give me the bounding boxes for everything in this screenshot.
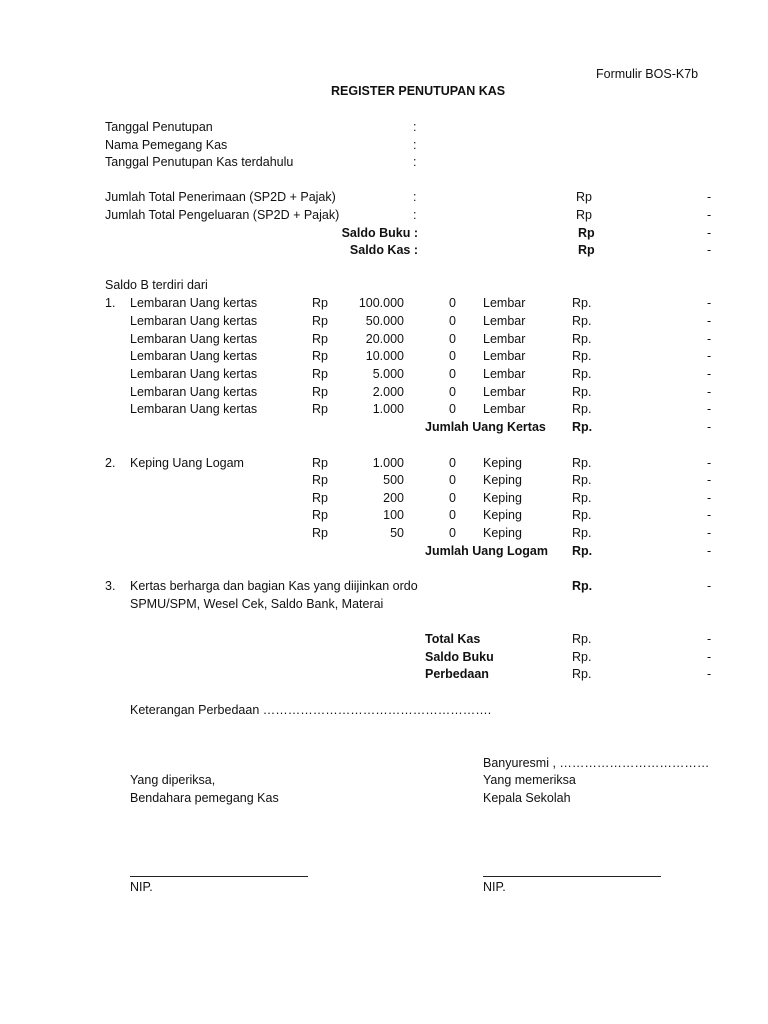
row-unit: Keping	[483, 491, 522, 505]
subtotal-uang-logam-value: -	[707, 544, 712, 558]
row-denomination: 100	[383, 508, 404, 522]
row-currency: Rp.	[572, 526, 592, 540]
summary-saldo-buku-currency: Rp.	[572, 650, 592, 664]
row-currency: Rp.	[572, 314, 592, 328]
row-quantity: 0	[449, 456, 456, 470]
section-number: 1.	[105, 296, 116, 310]
summary-saldo-buku-value: -	[707, 650, 712, 664]
row-unit: Keping	[483, 526, 522, 540]
field-label-tanggal-terdahulu: Tanggal Penutupan Kas terdahulu	[105, 155, 294, 169]
row-label: Lembaran Uang kertas	[130, 367, 258, 381]
row-value: -	[707, 402, 712, 416]
row-value: -	[707, 456, 712, 470]
signer-right-nip: NIP.	[483, 880, 506, 894]
field-colon: :	[413, 155, 417, 169]
row-quantity: 0	[449, 491, 456, 505]
row-label: Lembaran Uang kertas	[130, 349, 258, 363]
summary-total-kas-value: -	[707, 632, 712, 646]
form-code: Formulir BOS-K7b	[596, 67, 699, 81]
row-quantity: 0	[449, 296, 456, 310]
saldo-buku-currency: Rp	[578, 226, 595, 240]
row-currency: Rp.	[572, 491, 592, 505]
row-denomination: 500	[383, 473, 404, 487]
row-value: -	[707, 296, 712, 310]
saldo-kas-value: -	[707, 243, 712, 257]
saldo-buku-value: -	[707, 226, 712, 240]
field-colon: :	[413, 190, 417, 204]
row-quantity: 0	[449, 508, 456, 522]
row-value: -	[707, 314, 712, 328]
section3-value: -	[707, 579, 712, 593]
row-label: Lembaran Uang kertas	[130, 385, 258, 399]
row-denomination: 100.000	[358, 296, 404, 310]
subtotal-uang-logam-currency: Rp.	[572, 544, 593, 558]
section-number: 3.	[105, 579, 116, 593]
row-denomination: 1.000	[372, 456, 404, 470]
field-colon: :	[413, 138, 417, 152]
row-rp: Rp	[312, 456, 328, 470]
row-rp: Rp	[312, 314, 328, 328]
row-value: -	[707, 526, 712, 540]
row-label: Lembaran Uang kertas	[130, 402, 258, 416]
subtotal-uang-kertas-label: Jumlah Uang Kertas	[425, 420, 546, 434]
field-label-nama-pemegang-kas: Nama Pemegang Kas	[105, 138, 228, 152]
row-value: -	[707, 473, 712, 487]
row-unit: Keping	[483, 508, 522, 522]
row-quantity: 0	[449, 314, 456, 328]
signature-line-right	[483, 876, 661, 877]
signer-left-role: Bendahara pemegang Kas	[130, 791, 279, 805]
row-currency: Rp.	[572, 332, 592, 346]
row-value: -	[707, 508, 712, 522]
row-rp: Rp	[312, 526, 328, 540]
row-currency: Rp.	[572, 349, 592, 363]
row-unit: Lembar	[483, 367, 526, 381]
summary-perbedaan-label: Perbedaan	[425, 667, 489, 681]
breakdown-intro: Saldo B terdiri dari	[105, 278, 208, 292]
total-pengeluaran-label: Jumlah Total Pengeluaran (SP2D + Pajak)	[105, 208, 340, 222]
row-denomination: 200	[383, 491, 404, 505]
row-currency: Rp.	[572, 508, 592, 522]
subtotal-uang-logam-label: Jumlah Uang Logam	[425, 544, 548, 558]
row-denomination: 50.000	[365, 314, 404, 328]
summary-total-kas-label: Total Kas	[425, 632, 481, 646]
row-value: -	[707, 332, 712, 346]
row-denomination: 10.000	[365, 349, 404, 363]
field-label-tanggal-penutupan: Tanggal Penutupan	[105, 120, 213, 134]
row-rp: Rp	[312, 402, 328, 416]
summary-total-kas-currency: Rp.	[572, 632, 592, 646]
row-label: Lembaran Uang kertas	[130, 296, 258, 310]
row-value: -	[707, 367, 712, 381]
row-rp: Rp	[312, 367, 328, 381]
row-currency: Rp.	[572, 367, 592, 381]
saldo-kas-label: Saldo Kas :	[349, 243, 418, 257]
row-unit: Lembar	[483, 349, 526, 363]
difference-note: Keterangan Perbedaan ……………………………………………….	[130, 703, 492, 717]
total-penerimaan-value: -	[707, 190, 712, 204]
section3-currency: Rp.	[572, 579, 593, 593]
row-rp: Rp	[312, 385, 328, 399]
row-denomination: 2.000	[372, 385, 404, 399]
row-value: -	[707, 491, 712, 505]
row-rp: Rp	[312, 508, 328, 522]
row-denomination: 50	[390, 526, 404, 540]
row-label: Keping Uang Logam	[130, 456, 244, 470]
row-unit: Keping	[483, 473, 522, 487]
row-denomination: 1.000	[372, 402, 404, 416]
subtotal-uang-kertas-currency: Rp.	[572, 420, 593, 434]
row-rp: Rp	[312, 491, 328, 505]
signer-left-nip: NIP.	[130, 880, 153, 894]
section-number: 2.	[105, 456, 116, 470]
signer-right-title: Yang memeriksa	[483, 773, 576, 787]
saldo-buku-label: Saldo Buku :	[341, 226, 418, 240]
row-quantity: 0	[449, 349, 456, 363]
total-penerimaan-currency: Rp	[576, 190, 592, 204]
row-quantity: 0	[449, 402, 456, 416]
summary-perbedaan-currency: Rp.	[572, 667, 592, 681]
section3-description-line2: SPMU/SPM, Wesel Cek, Saldo Bank, Materai	[130, 597, 384, 611]
row-quantity: 0	[449, 473, 456, 487]
row-unit: Lembar	[483, 385, 526, 399]
total-penerimaan-label: Jumlah Total Penerimaan (SP2D + Pajak)	[105, 190, 336, 204]
row-unit: Lembar	[483, 314, 526, 328]
summary-perbedaan-value: -	[707, 667, 712, 681]
summary-saldo-buku-label: Saldo Buku	[425, 650, 494, 664]
row-currency: Rp.	[572, 473, 592, 487]
signer-left-title: Yang diperiksa,	[130, 773, 216, 787]
row-unit: Lembar	[483, 402, 526, 416]
row-rp: Rp	[312, 332, 328, 346]
section3-description: Kertas berharga dan bagian Kas yang diijinkan ordo	[130, 580, 418, 593]
row-value: -	[707, 385, 712, 399]
field-colon: :	[413, 208, 417, 222]
field-colon: :	[413, 120, 417, 134]
signature-line-left	[130, 876, 308, 877]
row-label: Lembaran Uang kertas	[130, 332, 258, 346]
row-quantity: 0	[449, 385, 456, 399]
total-pengeluaran-currency: Rp	[576, 208, 592, 222]
row-quantity: 0	[449, 526, 456, 540]
row-rp: Rp	[312, 349, 328, 363]
row-denomination: 5.000	[372, 367, 404, 381]
row-currency: Rp.	[572, 402, 592, 416]
row-currency: Rp.	[572, 385, 592, 399]
row-value: -	[707, 349, 712, 363]
subtotal-uang-kertas-value: -	[707, 420, 712, 434]
page-title: REGISTER PENUTUPAN KAS	[331, 84, 506, 98]
row-quantity: 0	[449, 367, 456, 381]
row-currency: Rp.	[572, 296, 592, 310]
total-pengeluaran-value: -	[707, 208, 712, 222]
row-quantity: 0	[449, 332, 456, 346]
row-currency: Rp.	[572, 456, 592, 470]
signer-right-role: Kepala Sekolah	[483, 791, 571, 805]
saldo-kas-currency: Rp	[578, 243, 595, 257]
row-denomination: 20.000	[365, 332, 404, 346]
place-date: Banyuresmi , ………………………………	[483, 756, 710, 770]
row-rp: Rp	[312, 473, 328, 487]
row-rp: Rp	[312, 296, 328, 310]
row-unit: Lembar	[483, 296, 526, 310]
row-label: Lembaran Uang kertas	[130, 314, 258, 328]
row-unit: Lembar	[483, 332, 526, 346]
row-unit: Keping	[483, 456, 522, 470]
